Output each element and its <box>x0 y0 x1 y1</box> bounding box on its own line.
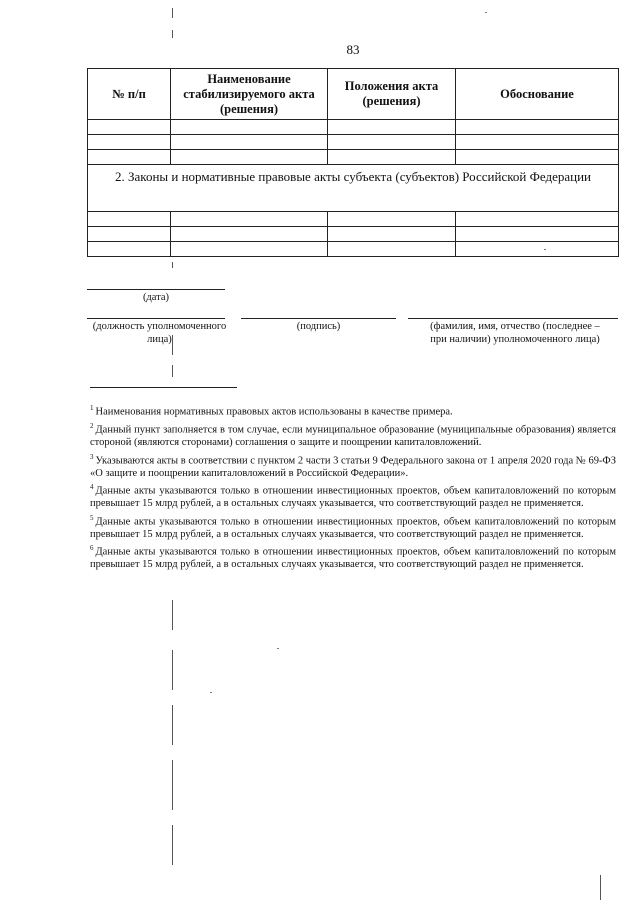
table-cell[interactable] <box>328 120 456 135</box>
scan-artifact <box>600 875 601 900</box>
table-cell[interactable] <box>456 120 619 135</box>
table-row <box>88 227 619 242</box>
scan-artifact <box>172 335 173 355</box>
table-cell[interactable] <box>456 135 619 150</box>
scan-artifact <box>172 825 173 865</box>
scan-artifact <box>172 760 173 810</box>
footnote-separator <box>90 387 237 388</box>
table-cell[interactable] <box>328 212 456 227</box>
footnote-6 <box>90 542 616 572</box>
table-cell[interactable] <box>88 120 171 135</box>
signature-line[interactable] <box>241 318 396 319</box>
table-row <box>88 120 619 135</box>
header-act-name: Наименование стабилизируемого акта (решения) <box>171 69 328 120</box>
table-cell[interactable] <box>328 227 456 242</box>
footnote-2 <box>90 420 616 450</box>
footnote-4 <box>90 481 616 511</box>
footnote-text: Данные акты указываются только в отношении инвестиционных проектов, объем капиталовложений по которым превышает 15 млрд рублей, а в остальных случаях указывается, что соответствующий раздел не применяется. <box>90 516 616 540</box>
table-cell[interactable] <box>328 135 456 150</box>
full-name-line[interactable] <box>408 318 618 319</box>
table-cell[interactable] <box>171 135 328 150</box>
scan-artifact <box>485 12 487 13</box>
table-row <box>88 242 619 257</box>
footnote-5 <box>90 512 616 542</box>
footnote-mark: 4 <box>90 483 94 491</box>
full-name-caption: (фамилия, имя, отчество (последнее – при наличии) уполномоченного лица) <box>430 321 600 345</box>
stabilized-acts-table <box>87 68 619 257</box>
footnote-text: Данный пункт заполняется в том случае, если муниципальное образование (муниципальные образования) является стороной (являются сторонами) соглашения о защите и поощрении капиталовложений. <box>90 424 616 448</box>
table-cell[interactable] <box>171 150 328 165</box>
footnote-mark: 3 <box>90 452 94 461</box>
scan-artifact <box>172 600 173 630</box>
signature-caption: (подпись) <box>296 321 341 332</box>
table-cell[interactable] <box>456 150 619 165</box>
footnote-3 <box>90 451 616 481</box>
section-row <box>88 165 619 212</box>
table-cell[interactable] <box>88 212 171 227</box>
footnotes <box>90 402 616 573</box>
footnote-mark: 5 <box>90 513 94 522</box>
scan-artifact <box>172 262 173 268</box>
scan-artifact <box>172 8 173 18</box>
scan-artifact <box>172 365 173 377</box>
scan-artifact <box>172 30 173 38</box>
footnote-text: Данные акты указываются только в отношении инвестиционных проектов, объем капиталовложений по которым превышает 15 млрд рублей, а в остальных случаях указывается, что соответствующий раздел не применяется. <box>90 546 616 570</box>
footnote-1 <box>90 402 616 419</box>
table-cell[interactable] <box>171 212 328 227</box>
table-row <box>88 135 619 150</box>
section-title: 2. Законы и нормативные правовые акты субъекта (субъектов) Российской Федерации <box>88 165 619 212</box>
footnote-text: Указываются акты в соответствии с пунктом 2 части 3 статьи 9 Федерального закона от 1 апреля 2020 года № 69-ФЗ «О защите и поощрении капиталовложений в Российской Федерации». <box>90 455 616 479</box>
header-justification: Обоснование <box>456 69 619 120</box>
table-cell[interactable] <box>88 227 171 242</box>
table-cell[interactable] <box>456 227 619 242</box>
scan-artifact <box>210 692 212 693</box>
scan-artifact <box>544 249 546 250</box>
scan-artifact <box>172 705 173 745</box>
scan-artifact <box>277 648 279 649</box>
table-row <box>88 212 619 227</box>
table-cell[interactable] <box>456 242 619 257</box>
position-caption: (должность уполномоченного лица) <box>92 321 227 345</box>
footnote-text: Наименования нормативных правовых актов использованы в качестве примера. <box>95 406 453 418</box>
footnote-text: Данные акты указываются только в отношении инвестиционных проектов, объем капиталовложений по которым превышает 15 млрд рублей, а в остальных случаях указывается, что соответствующий раздел не применяется. <box>90 485 616 509</box>
table-row <box>88 150 619 165</box>
position-line[interactable] <box>87 318 225 319</box>
table-cell[interactable] <box>328 150 456 165</box>
header-number: № п/п <box>88 69 171 120</box>
footnote-mark: 1 <box>90 404 94 412</box>
table-cell[interactable] <box>88 242 171 257</box>
date-caption: (дата) <box>142 292 170 303</box>
table-cell[interactable] <box>328 242 456 257</box>
footnote-mark: 2 <box>90 422 94 430</box>
page-number: 83 <box>346 42 360 57</box>
scan-artifact <box>172 650 173 690</box>
table-cell[interactable] <box>171 227 328 242</box>
footnote-mark: 6 <box>90 544 94 552</box>
date-line[interactable] <box>87 289 225 290</box>
table-cell[interactable] <box>88 135 171 150</box>
table-cell[interactable] <box>171 242 328 257</box>
table-header-row <box>88 69 619 120</box>
header-act-provisions: Положения акта (решения) <box>328 69 456 120</box>
table-cell[interactable] <box>88 150 171 165</box>
table-cell[interactable] <box>456 212 619 227</box>
table-cell[interactable] <box>171 120 328 135</box>
